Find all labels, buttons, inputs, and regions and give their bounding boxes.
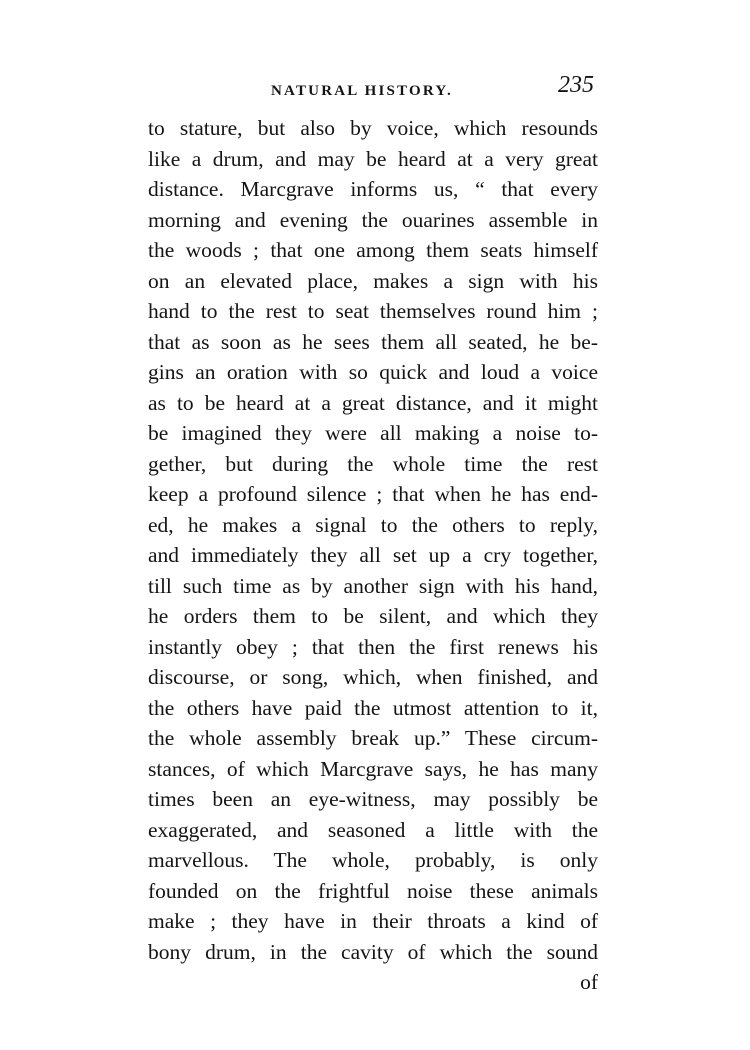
text-line: the woods ; that one among them seats himself [148, 238, 598, 262]
body-text [148, 113, 598, 998]
text-line: as to be heard at a great distance, and it might [148, 390, 598, 415]
text-line: on an elevated place, makes a sign with his [148, 268, 598, 293]
text-line: till such time as by another sign with his hand, [148, 573, 598, 598]
text-line: gins an oration with so quick and loud a voice [148, 360, 598, 384]
text-line: stances, of which Marcgrave says, he has many [148, 756, 598, 781]
text-line: discourse, or song, which, when finished, and [148, 665, 598, 689]
running-title: NATURAL HISTORY. [271, 83, 453, 99]
running-head [148, 70, 598, 110]
text-line: the others have paid the utmost attention to it, [148, 695, 598, 720]
text-line: that as soon as he sees them all seated, he be- [148, 329, 598, 354]
text-line: to stature, but also by voice, which resounds [148, 116, 598, 140]
text-line: hand to the rest to seat themselves round him ; [148, 299, 598, 323]
text-line: ed, he makes a signal to the others to reply, [148, 512, 598, 537]
text-line: distance. Marcgrave informs us, “ that every [148, 177, 598, 201]
catchword: of [580, 970, 598, 994]
page-number: 235 [558, 72, 594, 98]
text-line: like a drum, and may be heard at a very great [148, 146, 598, 171]
text-line: bony drum, in the cavity of which the sound [148, 939, 598, 964]
text-line: founded on the frightful noise these animals [148, 878, 598, 903]
text-line: he orders them to be silent, and which they [148, 604, 598, 628]
text-line: morning and evening the ouarines assemble in [148, 207, 598, 232]
text-line: marvellous. The whole, probably, is only [148, 848, 598, 872]
text-line: exaggerated, and seasoned a little with the [148, 817, 598, 842]
text-line: instantly obey ; that then the first renews his [148, 634, 598, 659]
text-line: and immediately they all set up a cry together, [148, 543, 598, 567]
text-line: gether, but during the whole time the rest [148, 451, 598, 476]
text-line: make ; they have in their throats a kind of [148, 909, 598, 933]
text-line: the whole assembly break up.” These circum- [148, 726, 598, 750]
text-line: keep a profound silence ; that when he has end- [148, 482, 598, 506]
text-line: be imagined they were all making a noise to- [148, 421, 598, 445]
text-line: times been an eye-witness, may possibly be [148, 787, 598, 811]
